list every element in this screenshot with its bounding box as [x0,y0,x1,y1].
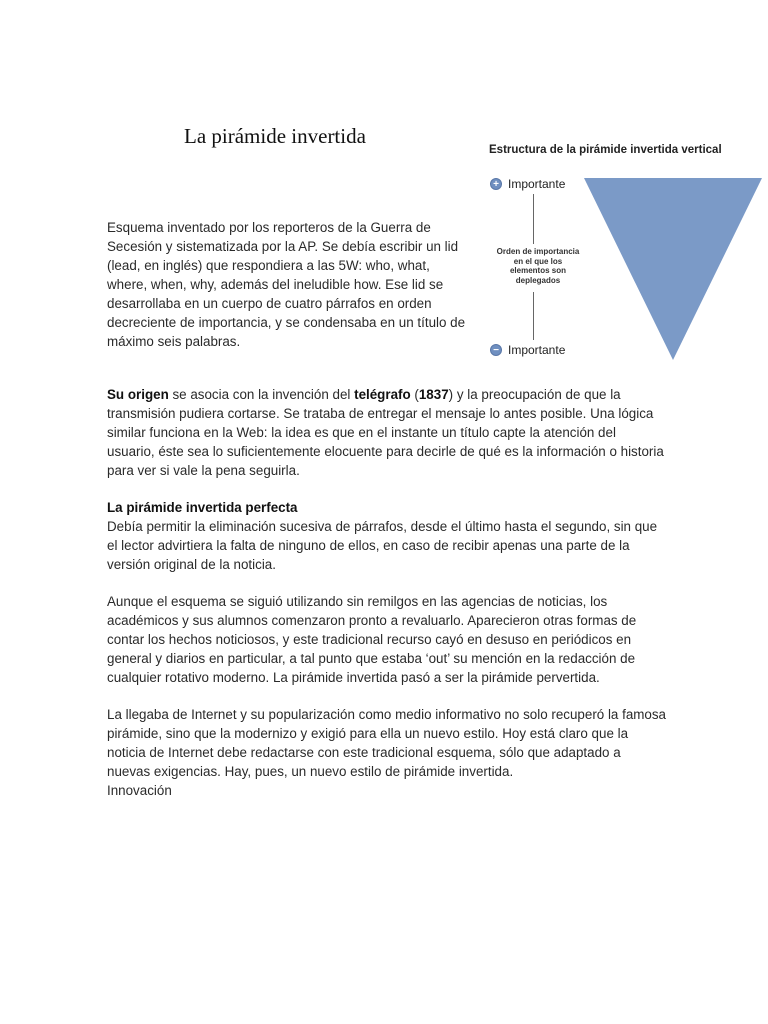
figure-bottom-row [490,343,565,357]
trailing-word: Innovación [107,783,172,798]
figure-bottom-label: Importante [508,343,566,357]
figure-top-row [490,177,565,191]
plus-icon: + [490,178,502,190]
origin-text-2: ( [410,387,419,402]
figure-middle-text: Orden de importancia en el que los elementos son deplegados [496,247,580,285]
intro-paragraph: Esquema inventado por los reporteros de la Guerra de Secesión y sistematizada por la AP. Se debía escribir un lid (lead, en inglés) que respondiera a las 5W: who, what, where, when, why, además del ineludible how. Ese lid se desarrollaba en un cuerpo de cuatro párrafos en orden decreciente de importancia, y se condensaba en un título de máximo seis palabras. [107,220,466,349]
origin-lead: Su origen [107,387,169,402]
perfect-pyramid-text: Debía permitir la eliminación sucesiva de párrafos, desde el último hasta el segundo, sin que el lector advirtiera la falta de ninguno de ellos, en caso de recibir apenas una parte de la versión original de la noticia. [107,519,658,572]
inverted-triangle [584,178,762,360]
origin-text-1: se asocia con la invención del [168,387,355,402]
perfect-pyramid-heading: La pirámide invertida perfecta [107,500,298,515]
paragraph-5-text: La llegaba de Internet y su popularización como medio informativo no solo recuperó la famosa pirámide, sino que la modernizo y exigió para ella un nuevo estilo. Hoy está claro que la noticia de Internet debe redactarse con este tradicional esquema, sólo que adaptado a nuevas exigencias. Hay, pues, un nuevo estilo de pirámide invertida. [107,707,667,779]
figure-title: Estructura de la pirámide invertida vertical [489,144,722,156]
paragraph-4: Aunque el esquema se siguió utilizando sin remilgos en las agencias de noticias, los académicos y sus alumnos comenzaron pronto a revaluarlo. Aparecieron otras formas de contar los hechos noticiosos, y este tradicional recurso cayó en desuso en periódicos en general y diarios en particular, a tal punto que estaba ‘out’ su mención en la redacción de cualquier rotativo moderno. La pirámide invertida pasó a ser la pirámide pervertida. [107,594,637,685]
figure-top-label: Importante [508,177,566,191]
minus-icon: − [490,344,502,356]
inverted-pyramid-figure [485,140,765,365]
perfect-pyramid-section [107,498,667,574]
origin-year: 1837 [418,387,449,402]
origin-text-3: ) y la preocupación de que la transmisión pudiera cortarse. Se trataba de entregar el mensaje lo antes posible. Una lógica similar funciona en la Web: la idea es que en el instante un título capte la atención del usuario, éste sea lo suficientemente elocuente para decirle de qué es la información o historia para ver si vale la pena seguirla. [107,387,664,478]
page-title: La pirámide invertida [184,124,366,148]
origin-paragraph [107,385,667,480]
paragraph-5 [107,705,667,800]
figure-connector-top [533,194,534,244]
origin-telegraph: telégrafo [354,387,411,402]
figure-connector-bottom [533,292,534,340]
